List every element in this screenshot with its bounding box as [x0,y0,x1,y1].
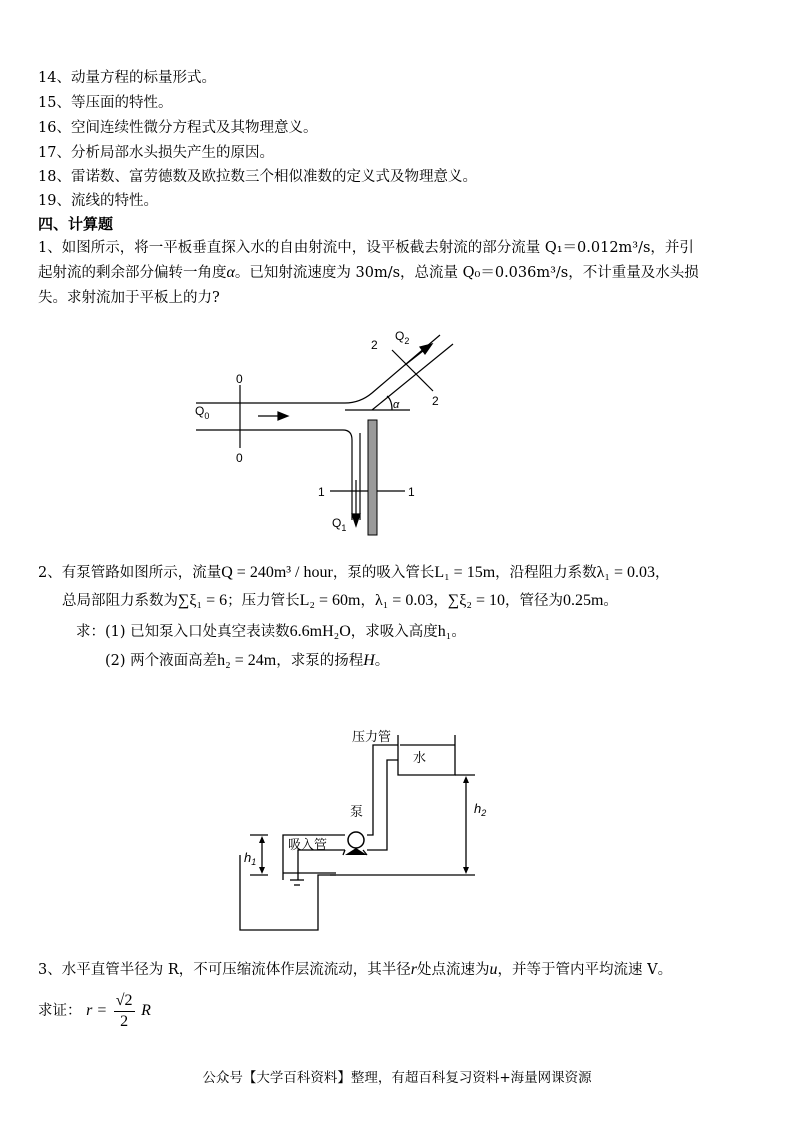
q2-l2-text-a: 总局部阻力系数为 [62,593,178,609]
question-17: 17、分析局部水头损失产生的原因。 [38,145,274,161]
q3-text-b: 处点流速为 [416,962,490,978]
q3-prove-label: 求证： [38,1003,82,1019]
pump-body [348,832,364,848]
section-title: 四、计算题 [38,215,114,233]
label-q2: $Q_2$ [395,329,410,346]
q2-l4-text-a: (2) 两个液面高差 [105,653,218,669]
pressure-pipe-outer [367,745,398,835]
q2-xi1: ∑ξ₁ = 6 [178,592,228,609]
q2-l3-text-c: 。 [451,624,466,640]
q1-line1: 1、如图所示，将一平板垂直探入水的自由射流中，设平板截去射流的部分流量 Q₁＝0.012m³/s，并引 [38,240,694,256]
label-water: 水 [413,750,427,765]
q2-vacuum-reading: 6.6mH₂O [289,623,351,640]
question-16: 16、空间连续性微分方程式及其物理意义。 [38,120,318,136]
q3-eq-R: R [141,1002,151,1019]
q3-r: r [410,961,417,978]
label-q0: $Q_0$ [195,404,210,421]
label-section-1-right: 1 [408,485,415,499]
q2-l2-text-b: ；压力管长 [227,593,300,609]
pump-leg-left [343,850,345,855]
h2-arrow-bottom [463,867,469,874]
q1-line2b: 。已知射流速度为 30m/s，总流量 Q₀＝0.036m³/s，不计重量及水头损 [234,265,699,281]
label-pump: 泵 [350,804,364,819]
pressure-pipe-inner [367,760,398,850]
label-h2: $h_2$ [474,801,487,818]
q1-alpha: α [226,264,235,281]
label-h1: $h_1$ [244,850,257,867]
q2-head: H [363,652,375,669]
question-18: 18、雷诺数、富劳德数及欧拉数三个相似准数的定义式及物理意义。 [38,169,477,185]
q3-text-c: ，并等于管内平均流速 V。 [497,962,673,978]
q2-lambda2: λ₁ = 0.03 [374,592,434,609]
q2-l2-text-d: ， [433,593,448,609]
label-q1: $Q_1$ [332,516,347,533]
q2-h1: h₁ [437,623,452,640]
q3-fraction [114,991,135,1032]
q2-l4-text-c: 。 [374,653,390,669]
h1-arrow-bottom [259,867,265,874]
q2-lambda1: λ₁ = 0.03 [596,564,656,581]
q2-l2-text-c: ， [360,593,375,609]
q1-line3: 失。求射流加于平板上的力? [38,290,220,306]
q2-pressure-length: L₂ = 60m [299,592,361,609]
q3-proof [38,990,151,1034]
label-suction-pipe: 吸入管 [288,837,328,852]
q2-l1-text-a: 2、有泵管路如图所示，流量 [38,565,222,581]
page-footer: 公众号【大学百科资料】整理，有超百科复习资料+海量网课资源 [202,1070,592,1086]
q2-suction-length: L₁ = 15m [434,564,496,581]
q3-text-a: 3、水平直管半径为 R，不可压缩流体作层流流动，其半径 [38,962,411,978]
label-section-0-top: 0 [236,372,243,386]
q2-l2-text-e: ，管径为 [504,593,563,609]
q1-line2a: 起射流的剩余部分偏转一角度 [38,265,227,281]
q2-l2-text-f: 。 [603,593,618,609]
label-section-0-bottom: 0 [236,451,243,465]
label-pressure-pipe: 压力管 [352,729,392,744]
q3-eq-lhs: r = [86,1002,108,1019]
q2-l3-text-b: ，求吸入高度 [350,624,438,640]
q2-l1-text-c: ，沿程阻力系数 [495,565,597,581]
q2-diameter: 0.25m [562,592,604,609]
upper-tank [398,735,455,775]
question-15: 15、等压面的特性。 [38,95,173,111]
q2-l1-text-b: ，泵的吸入管长 [332,565,435,581]
q2-l1-text-d: ， [655,565,670,581]
q3-u: u [489,961,498,978]
label-alpha: α [393,399,400,411]
question-14: 14、动量方程的标量形式。 [38,70,216,86]
q3-frac-num: √2 [114,991,135,1012]
h1-arrow-top [259,836,265,843]
h2-arrow-top [463,776,469,783]
q2-h2: h₂ = 24m [217,652,277,669]
label-section-2-top: 2 [371,338,378,352]
label-section-2-bottom: 2 [432,394,439,408]
q2-l3-text-a: 求：(1) 已知泵入口处真空表读数 [76,624,290,640]
q3-line1 [38,960,672,980]
label-section-1-left: 1 [318,485,325,499]
question-19: 19、流线的特性。 [38,193,158,209]
q2-xi2: ∑ξ₂ = 10 [447,592,505,609]
q3-frac-den: 2 [120,1012,129,1030]
q2-flow-rate: Q = 240m³ / hour [221,564,333,581]
q2-l4-text-b: ，求泵的扬程 [276,653,364,669]
